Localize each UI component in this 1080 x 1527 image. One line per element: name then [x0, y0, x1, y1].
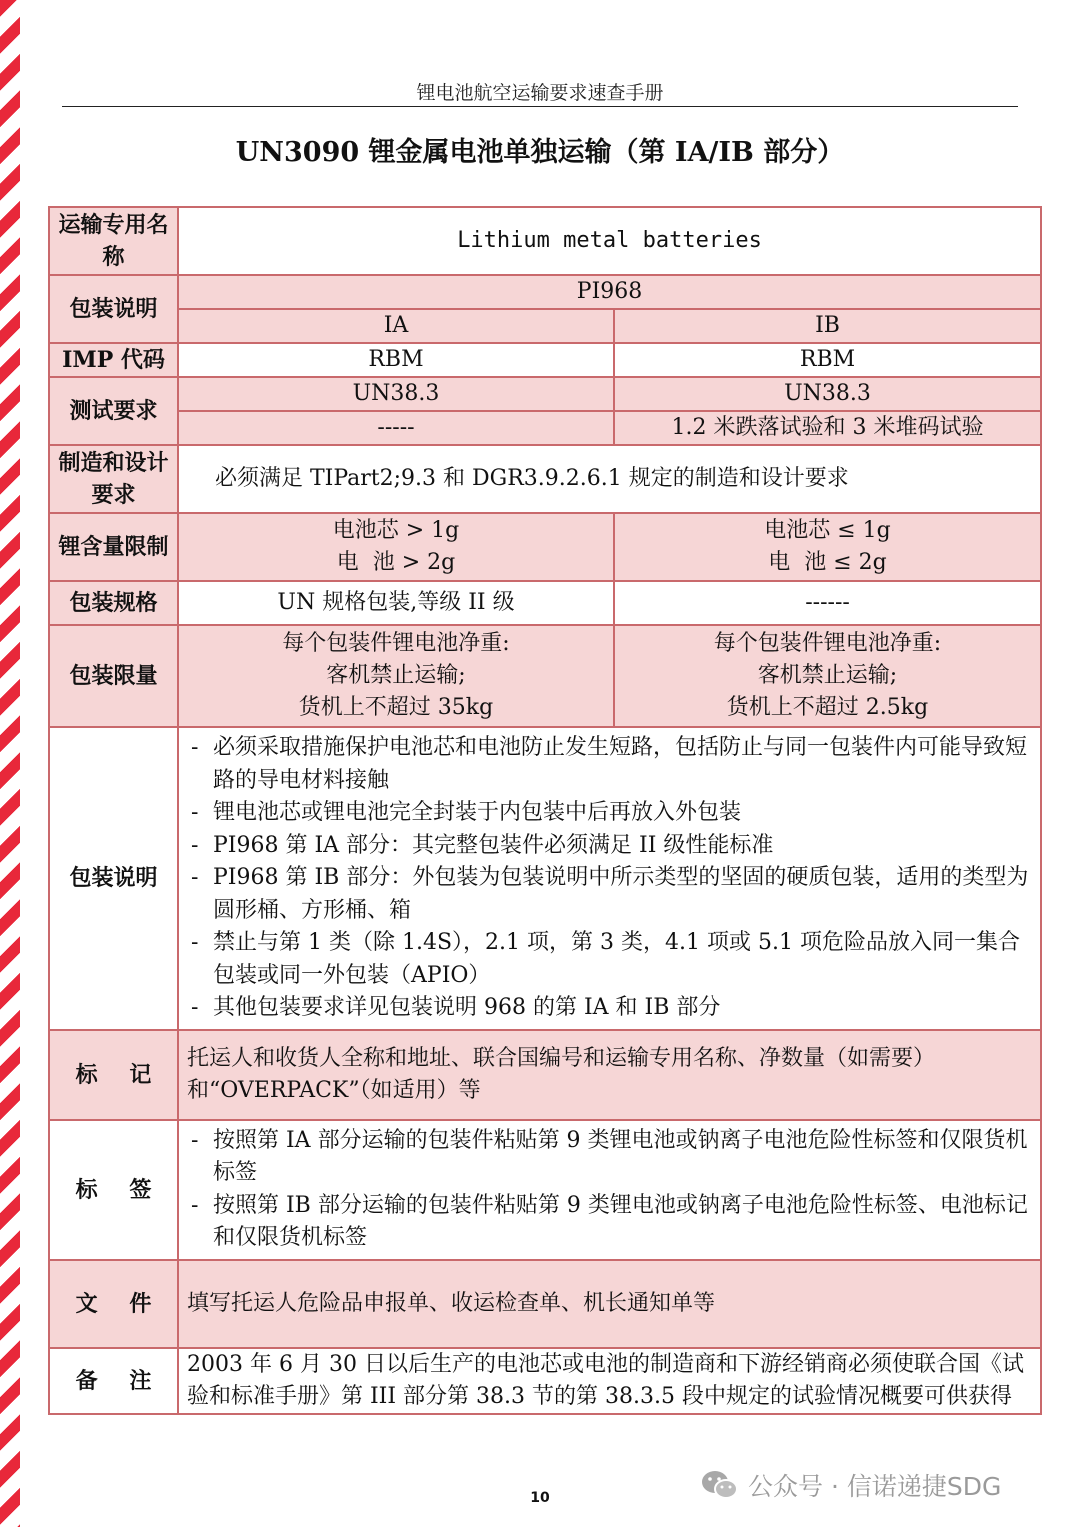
row-lithium-limit: [49, 513, 1041, 581]
row-pi: [49, 275, 1041, 309]
list-item: - 按照第 IA 部分运输的包装件粘贴第 9 类锂电池或钠离子电池危险性标签和仅限货机标签: [187, 1125, 1032, 1190]
row-imp-code: [49, 343, 1041, 377]
label-documents: [49, 1260, 178, 1348]
list-item: - 按照第 IB 部分运输的包装件粘贴第 9 类锂电池或钠离子电池危险性标签、电池标记和仅限货机标签: [187, 1190, 1032, 1255]
test-ia-line1: UN38.3: [178, 377, 614, 411]
spec-table: [48, 206, 1042, 1415]
part-ib: IB: [614, 309, 1041, 343]
shipping-name-value: Lithium metal batteries: [178, 207, 1041, 275]
label-text: 标 记: [75, 1061, 164, 1088]
list-item: - PI968 第 IB 部分：外包装为包装说明中所示类型的坚固的硬质包装，适用的类型为圆形桶、方形桶、箱: [187, 862, 1032, 927]
label-text: 文 件: [75, 1290, 164, 1317]
packing-limit-ia-line1: 每个包装件锂电池净重:: [282, 631, 510, 656]
label-packing-limit: 包装限量: [49, 625, 178, 727]
label-remarks: [49, 1348, 178, 1414]
label-packing-spec: 包装规格: [49, 581, 178, 625]
row-test-1: [49, 377, 1041, 411]
label-packing-notes: 包装说明: [49, 727, 178, 1030]
label-marking: [49, 1030, 178, 1120]
label-labels: [49, 1120, 178, 1260]
label-test-requirements: 测试要求: [49, 377, 178, 445]
test-ib-line1: UN38.3: [614, 377, 1041, 411]
documents-value: 填写托运人危险品申报单、收运检查单、机长通知单等: [178, 1260, 1041, 1348]
row-remarks: [49, 1348, 1041, 1414]
list-item: - 禁止与第 1 类（除 1.4S），2.1 项，第 3 类，4.1 项或 5.1 项危险品放入同一集合包装或同一外包装（APIO）: [187, 927, 1032, 992]
packing-notes-cell: [178, 727, 1041, 1030]
page-number: 10: [530, 1490, 550, 1506]
label-text: 备 注: [75, 1367, 164, 1394]
lithium-limit-ia-line1: 电池芯 > 1g: [332, 518, 460, 543]
row-documents: [49, 1260, 1041, 1348]
row-marking: [49, 1030, 1041, 1120]
remarks-value: 2003 年 6 月 30 日以后生产的电池芯或电池的制造商和下游经销商必须使联合国《试验和标准手册》第 III 部分第 38.3 节的第 38.3.5 段中规定的试验情况概要可供获得: [178, 1348, 1041, 1414]
packing-limit-ib-line1: 每个包装件锂电池净重:: [713, 631, 942, 656]
labels-cell: [178, 1120, 1041, 1260]
imp-code-ib: RBM: [614, 343, 1041, 377]
lithium-limit-ia: [178, 513, 614, 581]
imp-code-ia: RBM: [178, 343, 614, 377]
pi-value: PI968: [178, 275, 1041, 309]
hazard-stripe: [0, 0, 20, 1527]
lithium-limit-ib-line2: 电 池 ≤ 2g: [768, 550, 887, 575]
list-item: - 锂电池芯或锂电池完全封装于内包装中后再放入外包装: [187, 797, 1032, 830]
lithium-limit-ia-line2: 电 池 > 2g: [336, 550, 456, 575]
wechat-icon: [700, 1468, 740, 1502]
label-shipping-name: [49, 207, 178, 275]
packing-limit-ib-line3: 货机上不超过 2.5kg: [726, 695, 929, 720]
packing-spec-ia: UN 规格包装,等级 II 级: [178, 581, 614, 625]
label-text: 运输专用名称: [58, 212, 169, 270]
packing-limit-ib: [614, 625, 1041, 727]
row-manufacturing: [49, 445, 1041, 513]
header-rule: [62, 106, 1018, 107]
list-item: - 必须采取措施保护电池芯和电池防止发生短路，包括防止与同一包装件内可能导致短路的导电材料接触: [187, 732, 1032, 797]
list-item: - PI968 第 IA 部分：其完整包装件必须满足 II 级性能标准: [187, 830, 1032, 863]
watermark-text: 公众号 · 信诺递捷SDG: [748, 1472, 1002, 1501]
label-lithium-limit: 锂含量限制: [49, 513, 178, 581]
marking-value: 托运人和收货人全称和地址、联合国编号和运输专用名称、净数量（如需要）和“OVERPACK”（如适用）等: [178, 1030, 1041, 1120]
labels-list: [187, 1125, 1032, 1255]
test-ia-line2: -----: [178, 411, 614, 445]
manufacturing-value: 必须满足 TIPart2;9.3 和 DGR3.9.2.6.1 规定的制造和设计要求: [178, 445, 1041, 513]
page-title: UN3090 锂金属电池单独运输（第 IA/IB 部分）: [235, 137, 845, 168]
packing-limit-ib-line2: 客机禁止运输;: [757, 663, 898, 688]
lithium-limit-ib: [614, 513, 1041, 581]
row-parts: [49, 309, 1041, 343]
label-imp-code: IMP 代码: [49, 343, 178, 377]
list-item: - 其他包装要求详见包装说明 968 的第 IA 和 IB 部分: [187, 992, 1032, 1025]
packing-limit-ia: [178, 625, 614, 727]
row-labels: [49, 1120, 1041, 1260]
packing-spec-ib: ------: [614, 581, 1041, 625]
label-manufacturing: 制造和设计要求: [49, 445, 178, 513]
row-packing-spec: [49, 581, 1041, 625]
label-text: 标 签: [75, 1176, 164, 1203]
watermark: [700, 1468, 1001, 1502]
lithium-limit-ib-line1: 电池芯 ≤ 1g: [764, 518, 891, 543]
packing-notes-list: [187, 732, 1032, 1025]
row-packing-limit: [49, 625, 1041, 727]
part-ia: IA: [178, 309, 614, 343]
packing-limit-ia-line2: 客机禁止运输;: [326, 663, 466, 688]
row-shipping-name: [49, 207, 1041, 275]
row-test-2: [49, 411, 1041, 445]
test-ib-line2: 1.2 米跌落试验和 3 米堆码试验: [614, 411, 1041, 445]
packing-limit-ia-line3: 货机上不超过 35kg: [298, 695, 494, 720]
running-header: 锂电池航空运输要求速查手册: [416, 82, 664, 104]
row-packing-notes: [49, 727, 1041, 1030]
label-packing-instruction: 包装说明: [49, 275, 178, 343]
